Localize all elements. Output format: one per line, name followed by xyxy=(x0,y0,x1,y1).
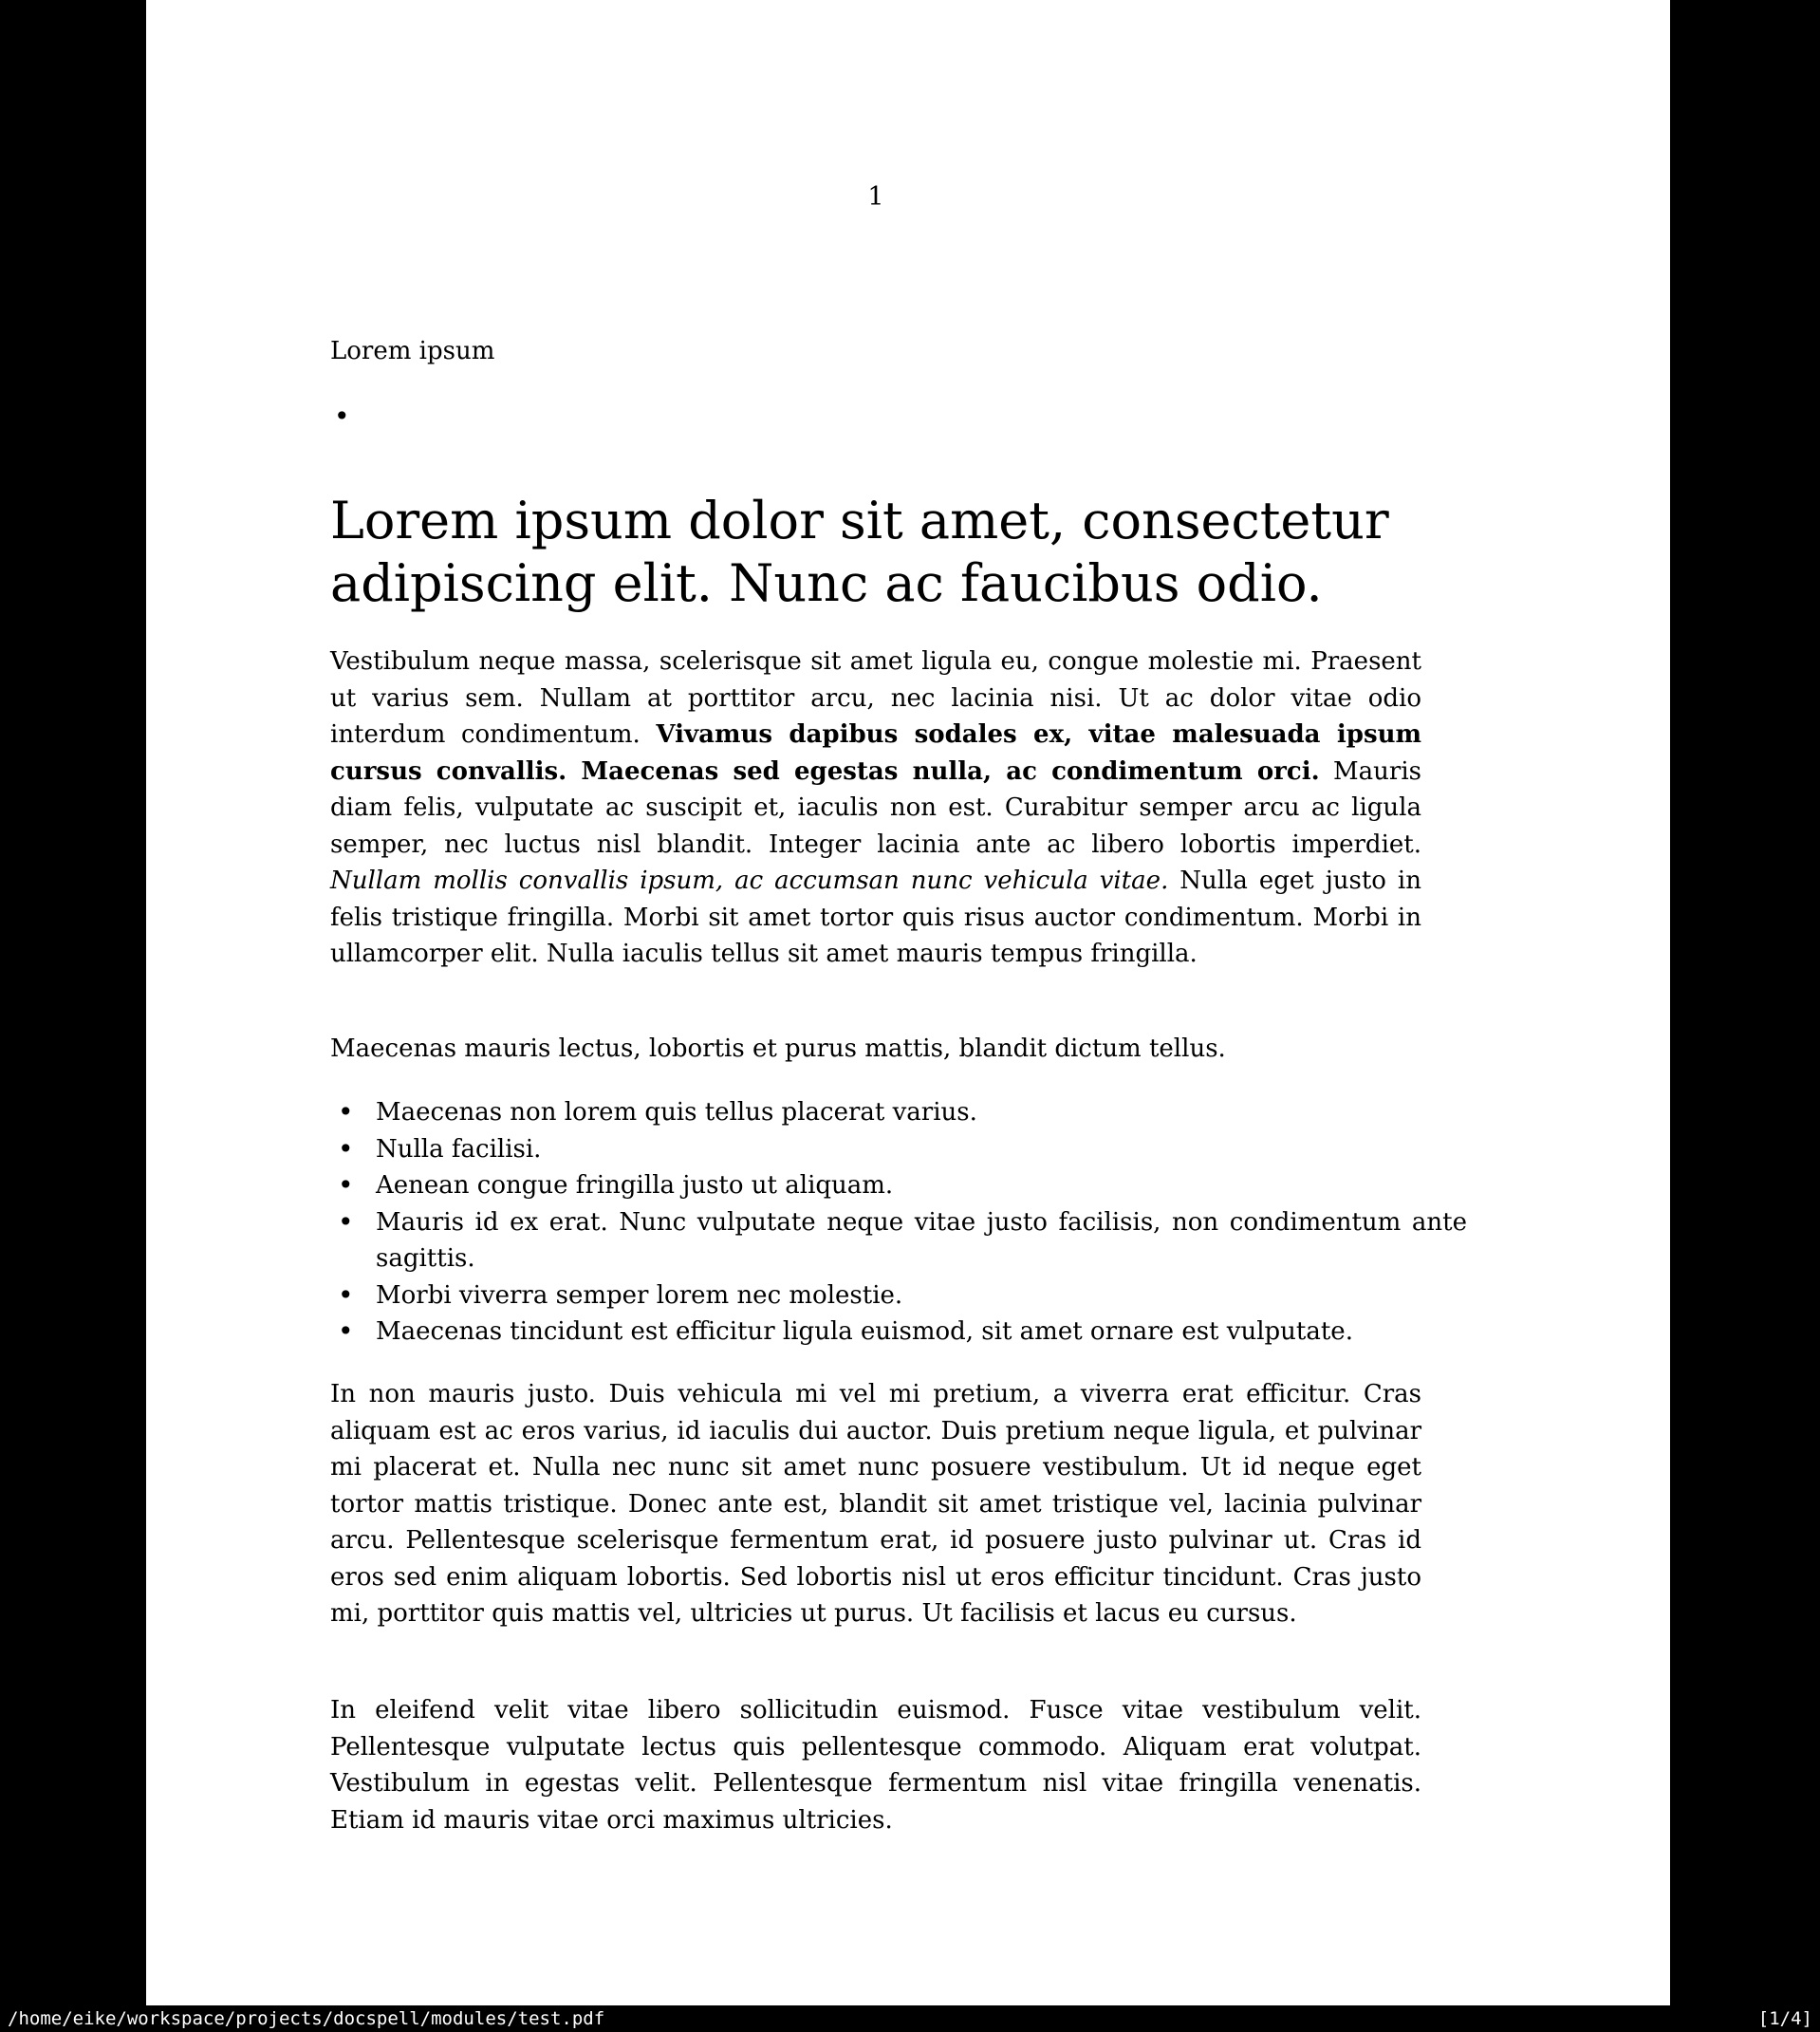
bullet-icon: • xyxy=(338,1205,354,1238)
paragraph-text-italic: Nullam mollis convallis ipsum, ac accumsan nunc vehicula vitae. xyxy=(330,867,1169,895)
paragraph-text: Mauris diam felis, vulputate ac suscipit et, iaculis non est. Curabitur semper arcu ac ligula semper, nec luctus nisl blandit. Integer lacinia ante ac libero lobortis imperdiet. xyxy=(330,756,1421,859)
paragraph: Maecenas mauris lectus, lobortis et purus mattis, blandit dictum tellus. xyxy=(330,1035,1226,1063)
bullet-icon: • xyxy=(334,401,350,432)
paragraph xyxy=(330,643,1421,973)
list-item xyxy=(338,1131,1467,1168)
list-item xyxy=(338,1094,1467,1131)
list-item xyxy=(338,1314,1467,1351)
document-heading: Lorem ipsum dolor sit amet, consectetur adipiscing elit. Nunc ac faucibus odio. xyxy=(330,491,1389,613)
paragraph: In non mauris justo. Duis vehicula mi vel mi pretium, a viverra erat efficitur. Cras aliquam est ac eros varius, id iaculis dui auctor. Duis pretium neque ligula, et pulvinar mi placerat et. Nulla nec nunc sit amet nunc posuere vestibulum. Ut id neque eget tortor mattis tristique. Donec ante est, blandit sit amet tristique vel, lacinia pulvinar arcu. Pellentesque scelerisque fermentum erat, id posuere justo pulvinar ut. Cras id eros sed enim aliquam lobortis. Sed lobortis nisl ut eros efficitur tincidunt. Cras justo mi, porttitor quis mattis vel, ultricies ut purus. Ut facilisis et lacus eu cursus. xyxy=(330,1380,1421,1628)
list-item-text: Mauris id ex erat. Nunc vulputate neque vitae justo facilisis, non condimentum ante sagittis. xyxy=(376,1207,1467,1273)
list-item xyxy=(338,1204,1467,1277)
bullet-icon: • xyxy=(338,1169,354,1201)
bullet-icon: • xyxy=(338,1315,354,1347)
list-item-text: Morbi viverra semper lorem nec molestie. xyxy=(376,1280,903,1310)
status-file-path: /home/eike/workspace/projects/docspell/modules/test.pdf xyxy=(8,2008,605,2029)
list-item-text: Nulla facilisi. xyxy=(376,1134,542,1164)
bullet-icon: • xyxy=(338,1132,354,1165)
list-item-text: Maecenas non lorem quis tellus placerat varius. xyxy=(376,1098,977,1127)
document-viewport[interactable] xyxy=(146,0,1670,2005)
bullet-icon: • xyxy=(338,1096,354,1128)
list-item-text: Maecenas tincidunt est efficitur ligula euismod, sit amet ornare est vulputate. xyxy=(376,1317,1353,1346)
list-item-text: Aenean congue fringilla justo ut aliquam. xyxy=(376,1171,894,1200)
paragraph-text-bold: Vivamus dapibus sodales ex, vitae malesuada ipsum cursus convallis. Maecenas sed egestas nulla, ac condimentum orci. xyxy=(330,720,1421,786)
paragraph: In eleifend velit vitae libero sollicitudin euismod. Fusce vitae vestibulum velit. Pellentesque vulputate lectus quis pellentesque commodo. Aliquam erat volutpat. Vestibulum in egestas velit. Pellentesque fermentum nisl vitae fringilla venenatis. Etiam id mauris vitae orci maximus ultricies. xyxy=(330,1696,1421,1835)
status-bar xyxy=(0,2005,1820,2032)
paragraph-text: Nulla eget justo in felis tristique fringilla. Morbi sit amet tortor quis risus auctor condimentum. Morbi in ullamcorper elit. Nulla iaculis tellus sit amet mauris tempus fringilla. xyxy=(330,867,1421,968)
list-item xyxy=(338,1167,1467,1204)
page-number: 1 xyxy=(867,182,884,212)
bullet-icon: • xyxy=(338,1278,354,1311)
intro-label: Lorem ipsum xyxy=(330,337,495,365)
bullet-list xyxy=(330,1094,1467,1351)
status-page-indicator: [1/4] xyxy=(1757,2008,1812,2029)
list-item xyxy=(338,1277,1467,1314)
paragraph-text: Vestibulum neque massa, scelerisque sit amet ligula eu, congue molestie mi. Praesent ut varius sem. Nullam at porttitor arcu, nec lacinia nisi. Ut ac dolor vitae odio interdum condimentum. xyxy=(330,647,1421,749)
